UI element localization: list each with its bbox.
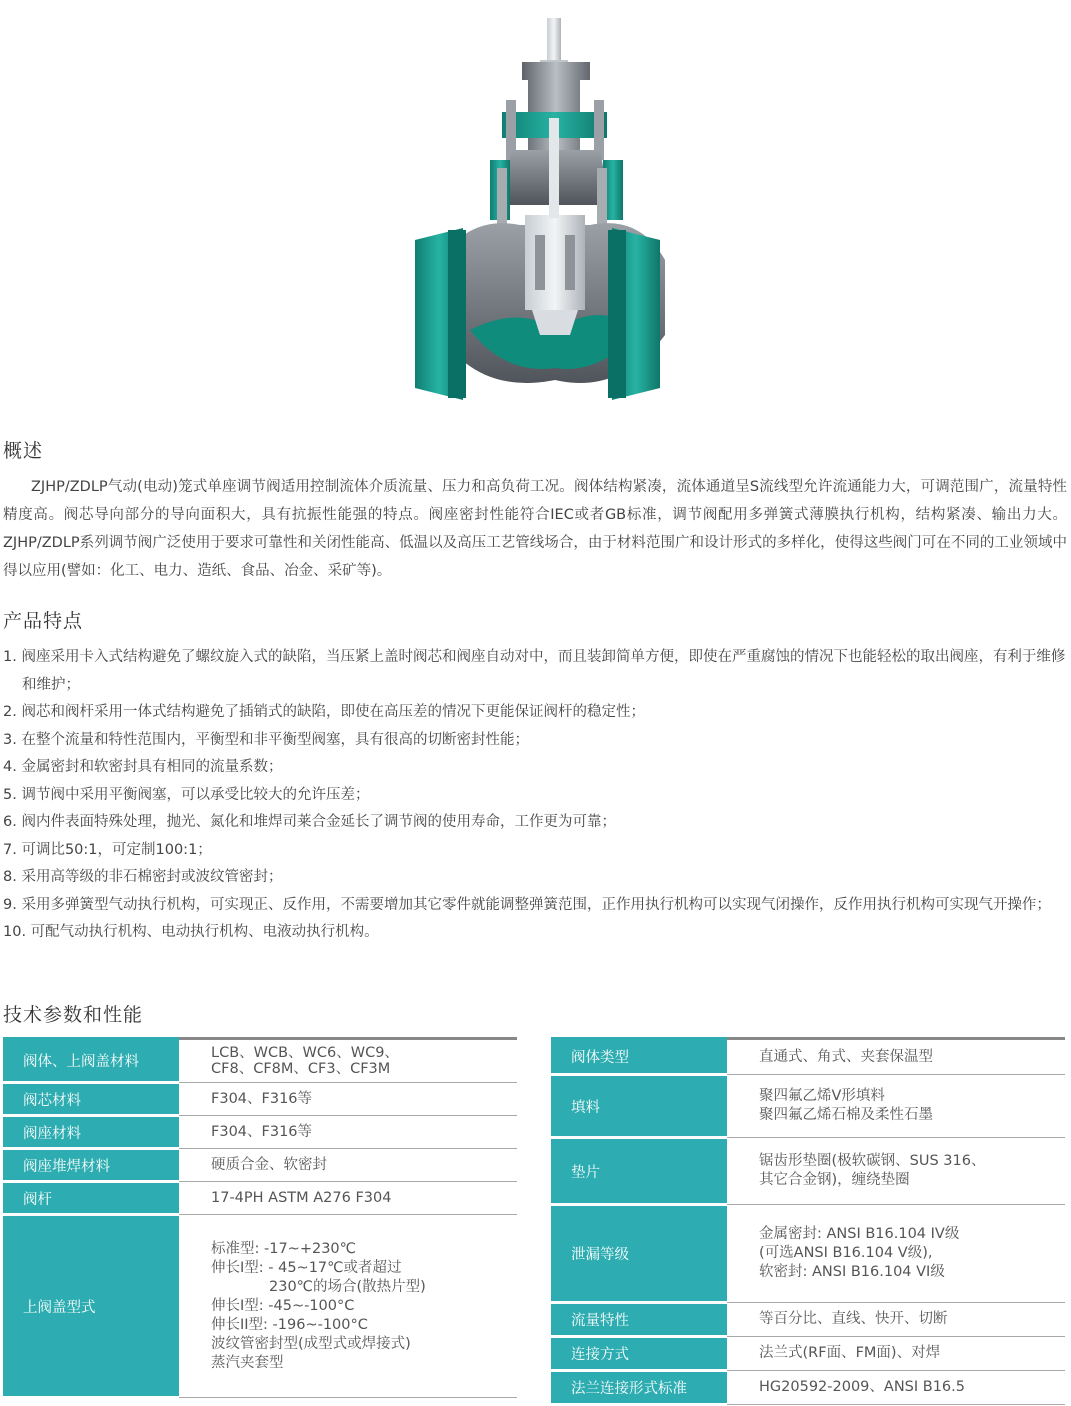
spec-row — [3, 1116, 517, 1149]
spec-value-line: 聚四氟乙烯石棉及柔性石墨 — [759, 1107, 933, 1123]
spec-value — [727, 1303, 1065, 1337]
spec-value-line: 等百分比、直线、快开、切断 — [759, 1311, 948, 1327]
feature-item: 8. 采用高等级的非石棉密封或波纹管密封； — [3, 869, 283, 885]
spec-value-line: 伸长I型: -45~-100°C — [211, 1297, 355, 1314]
spec-value-line: 蒸汽夹套型 — [211, 1354, 284, 1371]
spec-value-line: CF8、CF8M、CF3、CF3M — [211, 1061, 391, 1077]
specs-title: 技术参数和性能 — [3, 1004, 144, 1026]
spec-value-line: 伸长I型: - 45~17℃或者超过 — [211, 1259, 402, 1276]
spec-value-line: 标准型: -17~+230℃ — [211, 1240, 356, 1257]
spec-key: 阀芯材料 — [3, 1083, 179, 1116]
feature-item: 7. 可调比50:1，可定制100:1； — [3, 841, 212, 858]
spec-row — [3, 1149, 517, 1182]
spec-key: 阀座材料 — [3, 1116, 179, 1149]
spec-row — [3, 1083, 517, 1116]
spec-value-line: 230℃的场合(散热片型) — [211, 1278, 426, 1295]
spec-key: 阀座堆焊材料 — [3, 1149, 179, 1182]
overview-text: ZJHP/ZDLP气动(电动)笼式单座调节阀适用控制流体介质流量、压力和高负荷工况。阀体结构紧凑，流体通道呈S流线型允许流通能力大，可调范围广，流量特性精度高。阀芯导向部分的导向面积大，具有抗振性能强的特点。阀座密封性能符合IEC或者GB标准，调节阀配用多弹簧式薄膜执行机构，结构紧凑、输出力大。ZJHP/ZDLP系列调节阀广泛使用于要求可靠性和关闭性能高、低温以及高压工艺管线场合，由于材料范围广和设计形式的多样化，使得这些阀门可在不同的工业领域中得以应用(譬如：化工、电力、造纸、食品、冶金、采矿等)。 — [3, 479, 1067, 579]
spec-row — [3, 1215, 517, 1398]
control-valve-illustration — [0, 0, 1071, 415]
spec-value — [727, 1371, 1065, 1405]
spec-value — [179, 1182, 517, 1215]
spec-value — [727, 1205, 1065, 1303]
spec-value — [727, 1039, 1065, 1075]
spec-value — [179, 1083, 517, 1116]
spec-row — [551, 1138, 1065, 1205]
overview-paragraph — [3, 473, 1067, 585]
spec-value — [179, 1116, 517, 1149]
spec-value-line: 硬质合金、软密封 — [211, 1156, 327, 1173]
spec-value-line: 法兰式(RF面、FM面)、对焊 — [759, 1345, 941, 1361]
specs-table-right — [551, 1037, 1065, 1406]
feature-item: 4. 金属密封和软密封具有相同的流量系数； — [3, 759, 283, 775]
spec-value-line: 波纹管密封型(成型式或焊接式) — [211, 1335, 411, 1352]
spec-value-line: HG20592-2009、ANSI B16.5 — [759, 1379, 965, 1395]
spec-row — [551, 1205, 1065, 1303]
spec-key: 上阀盖型式 — [3, 1215, 179, 1398]
spec-value — [727, 1075, 1065, 1138]
feature-item: 3. 在整个流量和特性范围内，平衡型和非平衡型阀塞，具有很高的切断密封性能； — [3, 731, 529, 748]
spec-row — [3, 1039, 517, 1083]
spec-key: 法兰连接形式标准 — [551, 1371, 727, 1405]
spec-value — [727, 1138, 1065, 1205]
spec-value-line: 17-4PH ASTM A276 F304 — [211, 1189, 392, 1206]
feature-item: 1. 阀座采用卡入式结构避免了螺纹旋入式的缺陷，当压紧上盖时阀芯和阀座自动对中，而且装卸简单方便，即使在严重腐蚀的情况下也能轻松的取出阀座，有利于维修和维护； — [3, 649, 1066, 693]
spec-row — [551, 1303, 1065, 1337]
spec-value-line: LCB、WCB、WC6、WC9、 — [211, 1045, 399, 1061]
spec-value — [727, 1337, 1065, 1371]
spec-row — [551, 1337, 1065, 1371]
spec-row — [551, 1371, 1065, 1405]
spec-key: 阀体、上阀盖材料 — [3, 1039, 179, 1083]
spec-value-line: 聚四氟乙烯V形填料 — [759, 1088, 885, 1104]
spec-value — [179, 1215, 517, 1398]
spec-key: 阀杆 — [3, 1182, 179, 1215]
spec-row — [3, 1182, 517, 1215]
spec-key: 泄漏等级 — [551, 1205, 727, 1303]
spec-key: 阀体类型 — [551, 1039, 727, 1075]
feature-item: 10. 可配气动执行机构、电动执行机构、电液动执行机构。 — [3, 924, 379, 940]
feature-item: 2. 阀芯和阀杆采用一体式结构避免了插销式的缺陷，即使在高压差的情况下更能保证阀杆的稳定性； — [3, 704, 645, 720]
spec-row — [551, 1039, 1065, 1075]
spec-key: 垫片 — [551, 1138, 727, 1205]
spec-value-line: F304、F316等 — [211, 1090, 313, 1107]
specs-table-left — [3, 1037, 517, 1399]
overview-title: 概述 — [3, 440, 44, 462]
features-title: 产品特点 — [3, 610, 84, 632]
spec-value-line: 锯齿形垫圈(极软碳钢、SUS 316、 — [759, 1153, 986, 1169]
spec-value-line: (可选ANSI B16.104 V级), — [759, 1245, 933, 1261]
spec-value-line: F304、F316等 — [211, 1123, 313, 1140]
feature-item: 6. 阀内件表面特殊处理，抛光、氮化和堆焊司莱合金延长了调节阀的使用寿命，工作更为可靠； — [3, 814, 616, 830]
spec-value — [179, 1149, 517, 1182]
spec-value — [179, 1039, 517, 1083]
feature-item: 9. 采用多弹簧型气动执行机构，可实现正、反作用，不需要增加其它零件就能调整弹簧范围，正作用执行机构可以实现气闭操作，反作用执行机构可实现气开操作； — [3, 896, 1051, 913]
spec-key: 填料 — [551, 1075, 727, 1138]
spec-value-line: 直通式、角式、夹套保温型 — [759, 1048, 933, 1065]
feature-item: 5. 调节阀中采用平衡阀塞，可以承受比较大的允许压差； — [3, 786, 370, 803]
spec-row — [551, 1075, 1065, 1138]
features-list — [3, 644, 1069, 947]
spec-value-line: 软密封: ANSI B16.104 VI级 — [759, 1264, 945, 1280]
spec-value-line: 伸长II型: -196~-100°C — [211, 1316, 368, 1333]
spec-key: 流量特性 — [551, 1303, 727, 1337]
spec-value-line: 金属密封: ANSI B16.104 IV级 — [759, 1226, 960, 1242]
spec-key: 连接方式 — [551, 1337, 727, 1371]
spec-value-line: 其它合金钢)，缠绕垫圈 — [759, 1172, 910, 1188]
